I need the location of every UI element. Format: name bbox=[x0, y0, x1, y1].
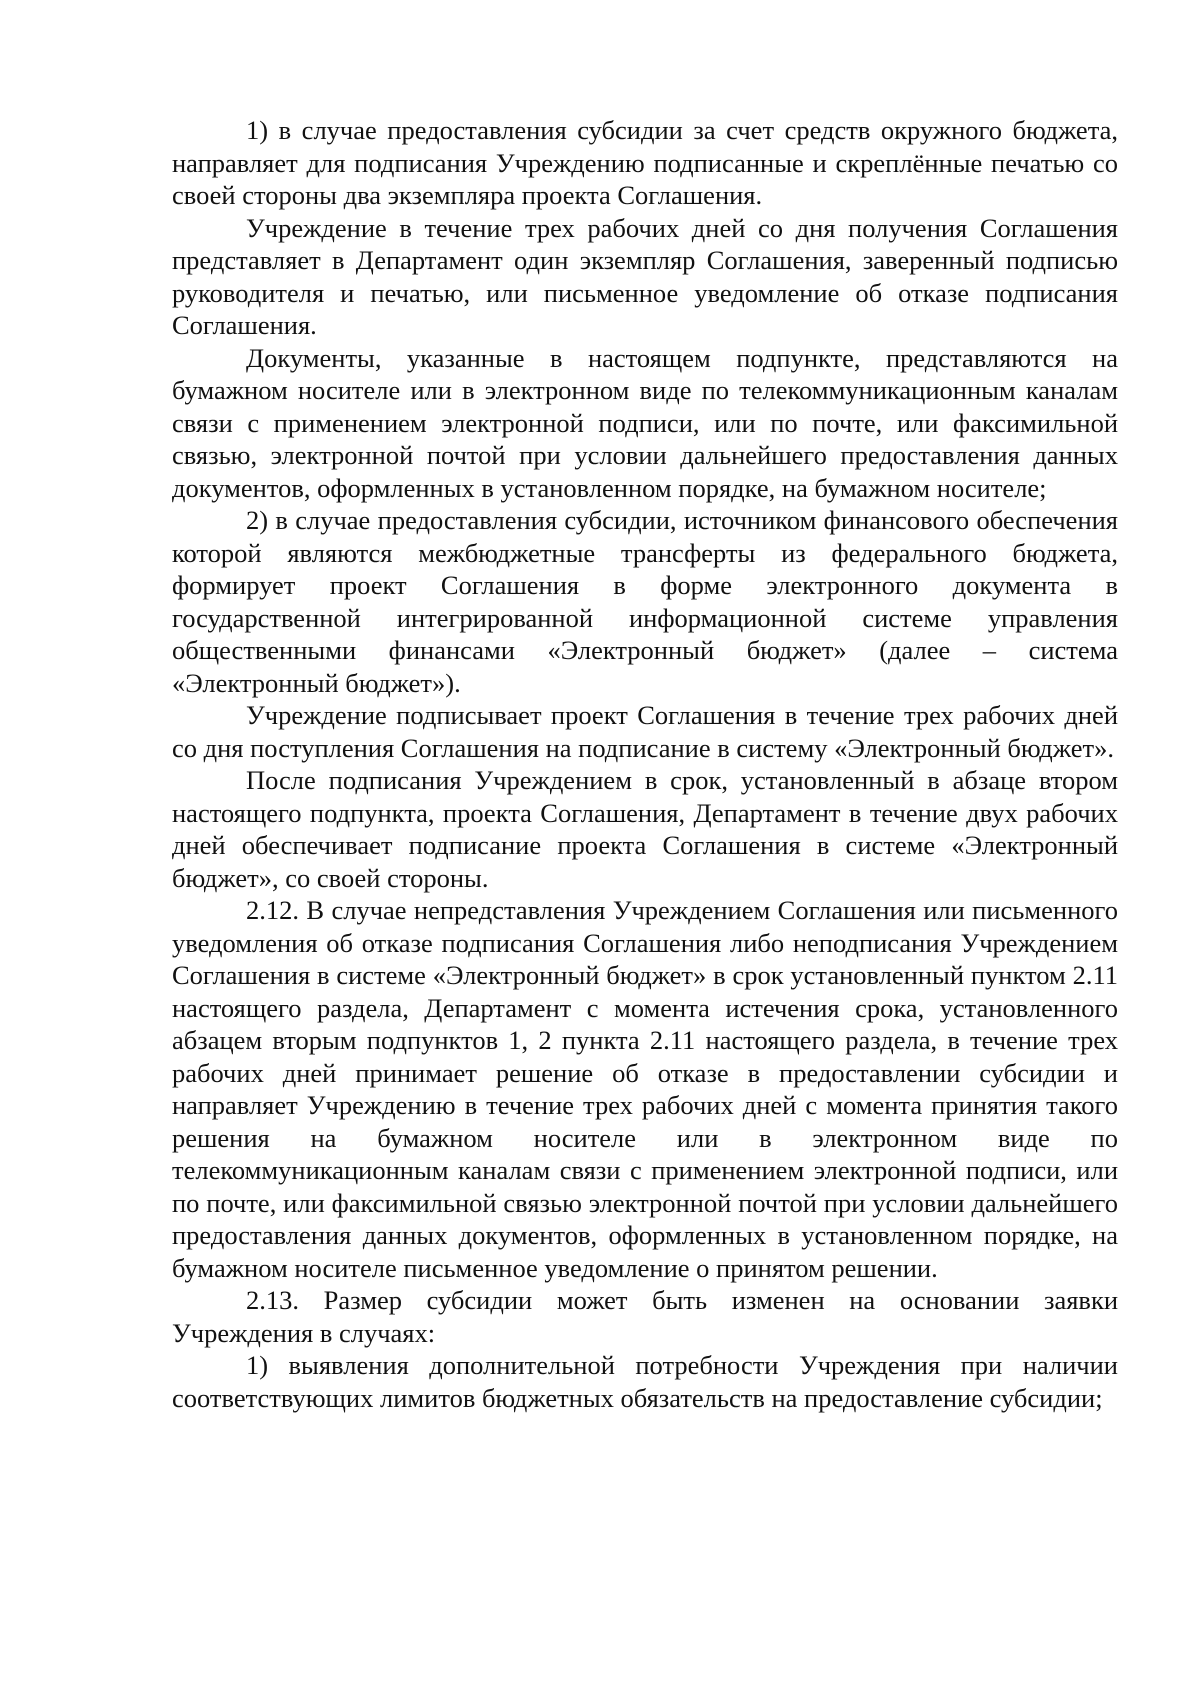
paragraph-institution-signing: Учреждение в течение трех рабочих дней со дня получения Соглашения представляет в Департамент один экземпляр Соглашения, заверенный подписью руководителя и печатью, или письменное уведомление об отказе подписания Соглашения. bbox=[172, 212, 1118, 340]
document-body bbox=[172, 114, 1118, 1414]
paragraph-documents-submission: Документы, указанные в настоящем подпункте, представляются на бумажном носителе или в электронном виде по телекоммуникационным каналам связи с применением электронной подписи, или по почте, или факсимильной связью, электронной почтой при условии дальнейшего предоставления данных документов, оформленных в установленном порядке, на бумажном носителе; bbox=[172, 342, 1118, 503]
paragraph-clause-2-13-item-1: 1) выявления дополнительной потребности Учреждения при наличии соответствующих лимитов бюджетных обязательств на предоставление субсидии; bbox=[172, 1350, 1118, 1413]
paragraph-clause-2-12: 2.12. В случае непредставления Учреждением Соглашения или письменного уведомления об отказе подписания Соглашения либо неподписания Учреждением Соглашения в системе «Электронный бюджет» в срок установленный пунктом 2.11 настоящего раздела, Департамент с момента истечения срока, установленного абзацем вторым подпунктов 1, 2 пункта 2.11 настоящего раздела, в течение трех рабочих дней принимает решение об отказе в предоставлении субсидии и направляет Учреждению в течение трех рабочих дней с момента принятия такого решения на бумажном носителе или в электронном виде по телекоммуникационным каналам связи с применением электронной подписи, или по почте, или факсимильной связью электронной почтой при условии дальнейшего предоставления данных документов, оформленных в установленном порядке, на бумажном носителе письменное уведомление о принятом решении. bbox=[172, 895, 1118, 1283]
paragraph-after-signing: После подписания Учреждением в срок, установленный в абзаце втором настоящего подпункта, проекта Соглашения, Департамент в течение двух рабочих дней обеспечивает подписание проекта Соглашения в системе «Электронный бюджет», со своей стороны. bbox=[172, 765, 1118, 893]
paragraph-electronic-signing: Учреждение подписывает проект Соглашения в течение трех рабочих дней со дня поступления Соглашения на подписание в систему «Электронный бюджет». bbox=[172, 700, 1118, 763]
paragraph-clause-2-13: 2.13. Размер субсидии может быть изменен на основании заявки Учреждения в случаях: bbox=[172, 1285, 1118, 1348]
paragraph-subitem-1: 1) в случае предоставления субсидии за счет средств окружного бюджета, направляет для подписания Учреждению подписанные и скреплённые печатью со своей стороны два экземпляра проекта Соглашения. bbox=[172, 115, 1118, 210]
paragraph-subitem-2: 2) в случае предоставления субсидии, источником финансового обеспечения которой являются межбюджетные трансферты из федерального бюджета, формирует проект Соглашения в форме электронного документа в государственной интегрированной информационной системе управления общественными финансами «Электронный бюджет» (далее – система «Электронный бюджет»). bbox=[172, 505, 1118, 698]
